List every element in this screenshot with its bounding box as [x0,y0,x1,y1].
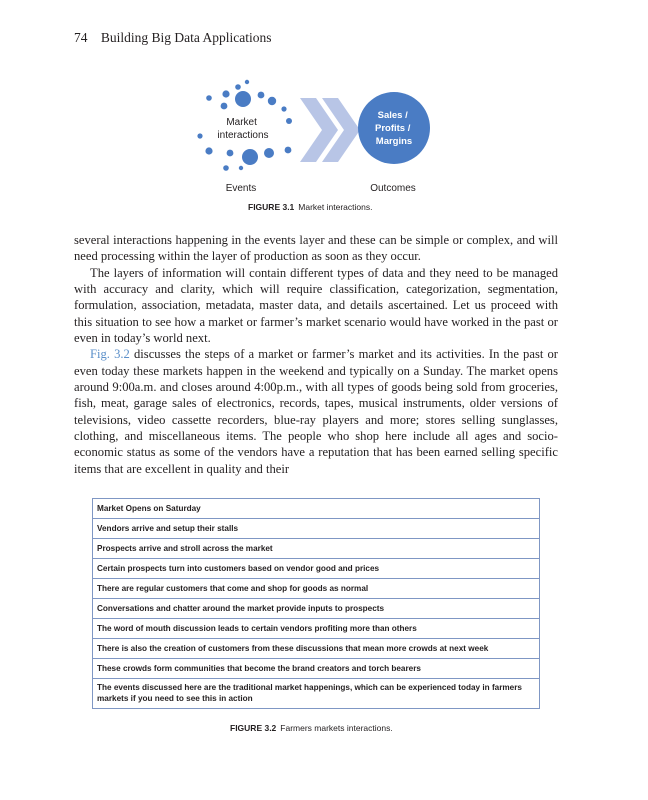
label-line-1: Sales / [377,110,408,121]
dot [205,147,212,154]
dot [268,97,276,105]
dot [223,165,229,171]
figure-3-1-caption [248,202,372,212]
dot [286,118,292,124]
label-events: Events [225,183,257,194]
caption-text: Farmers markets interactions. [280,723,393,733]
table-row: Prospects arrive and stroll across the market [93,539,539,559]
dot [221,103,228,110]
paragraph [74,346,558,477]
page-number: 74 [74,30,88,45]
dot [227,150,234,157]
label-line-3: Margins [375,136,413,147]
paragraph: several interactions happening in the events layer and these can be simple or complex, and will need processing within the layer of production as soon as they occur. [74,233,558,264]
dot [235,84,241,90]
chevron-arrows-icon [300,98,360,162]
figure-3-2-table [92,498,540,709]
dot [235,91,251,107]
table-row: Market Opens on Saturday [93,499,539,519]
table-row: There is also the creation of customers from these discussions that mean more crowds at next week [93,639,539,659]
caption-label: FIGURE 3.2 [230,723,277,733]
dot [239,166,243,170]
dot [222,90,229,97]
table-row: These crowds form communities that become the brand creators and torch bearers [93,659,539,679]
label-line-1: Market [226,117,257,128]
dot [197,133,202,138]
dot [281,106,286,111]
table-row: Vendors arrive and setup their stalls [93,519,539,539]
label-outcomes: Outcomes [370,183,416,194]
body-text [74,232,558,477]
label-line-2: Profits / [374,123,411,134]
figure-3-2-caption [230,723,393,733]
figure-reference-link[interactable]: Fig. 3.2 [90,347,130,362]
dot [285,147,292,154]
dot [245,80,249,84]
dot [264,148,274,158]
dot [206,95,212,101]
circle-left-label [217,117,268,141]
dot [258,92,265,99]
paragraph: The layers of information will contain different types of data and they need to be managed with accuracy and clarity, which will require classification, categorization, segmentation, formulation, association, metadata, master data, and details ascertained. Let us proceed with this situation to see how a market or farmer’s market scenario would have worked in the past or even in today’s world next. [74,265,558,346]
table-row: There are regular customers that come and shop for goods as normal [93,579,539,599]
paragraph-text: discusses the steps of a market or farmer’s market and its activities. In the past or even today these markets happen in the weekend and typically on a Sunday. The market opens around 9:00a.m. and closes around 4:00p.m., with all types of goods being sold from groceries, fish, meat, garage sales of electronics, records, tapes, musical instruments, older versions of televisions, video cassette recorders, blue-ray players and more; stores selling sunglasses, clothing, and miscellaneous items. The people who shop here include all ages and socio-economic status as some of the vendors have a reputation that has been earned selling specific items that are excellent in quality and their [74,347,558,476]
running-title: Building Big Data Applications [100,30,272,45]
table-row: The word of mouth discussion leads to certain vendors profiting more than others [93,619,539,639]
figure-3-1-diagram [0,0,648,215]
caption-label: FIGURE 3.1 [248,202,295,212]
table-row: Conversations and chatter around the market provide inputs to prospects [93,599,539,619]
label-line-2: interactions [217,130,269,141]
table-row: The events discussed here are the traditional market happenings, which can be experienced today in farmers markets if you need to see this in action [93,679,539,709]
circle-right-label [375,110,413,147]
caption-text: Market interactions. [298,202,373,212]
dot [242,149,258,165]
table-row: Certain prospects turn into customers based on vendor good and prices [93,559,539,579]
